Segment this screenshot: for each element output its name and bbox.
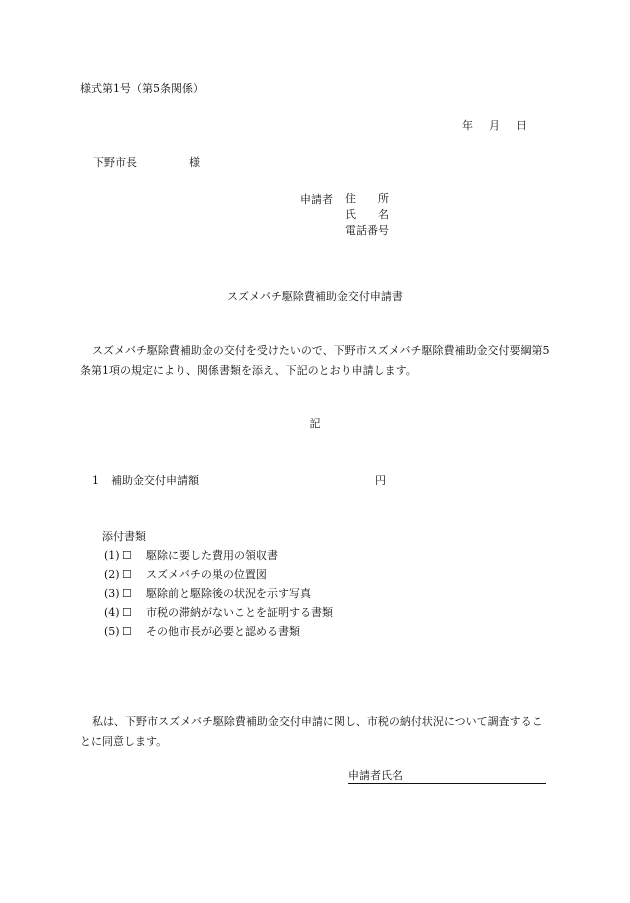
- item-text: スズメバチの巣の位置図: [146, 568, 267, 581]
- signature-field[interactable]: [348, 769, 546, 784]
- list-item: [104, 584, 333, 603]
- applicant-name-label: 氏 名: [345, 208, 389, 221]
- addressee: [93, 156, 200, 169]
- applicant-fields: [345, 193, 389, 241]
- application-statement: スズメバチ駆除費補助金の交付を受けたいので、下野市スズメバチ駆除費補助金交付要綱第5条第1項の規定により、関係書類を添え、下記のとおり申請します。: [80, 344, 550, 377]
- date-day: 日: [516, 119, 527, 132]
- item-number: (3): [104, 587, 120, 600]
- item-text: 駆除前と駆除後の状況を示す写真: [146, 587, 311, 600]
- date-month: 月: [489, 119, 500, 132]
- document-title: スズメバチ駆除費補助金交付申請書: [227, 290, 403, 303]
- applicant-phone-label: 電話番号: [345, 224, 389, 237]
- list-item: [104, 603, 333, 622]
- addressee-honorific: 様: [189, 156, 200, 169]
- list-item: [104, 622, 333, 641]
- item-number: (2): [104, 568, 120, 581]
- applicant-label: 申請者: [300, 193, 333, 206]
- date-line: [462, 119, 537, 132]
- item-text: 市税の滞納がないことを証明する書類: [146, 606, 333, 619]
- date-year: 年: [462, 119, 473, 132]
- amount-unit: 円: [375, 474, 386, 487]
- checkbox-icon[interactable]: ☐: [122, 568, 132, 581]
- item-number: (1): [104, 549, 120, 562]
- item-text: 駆除に要した費用の領収書: [146, 549, 278, 562]
- attachments-list: [104, 546, 333, 641]
- addressee-name: 下野市長: [93, 156, 137, 169]
- item-text: その他市長が必要と認める書類: [146, 625, 300, 638]
- item-number: (5): [104, 625, 120, 638]
- list-item: [104, 546, 333, 565]
- applicant-address-label: 住 所: [345, 192, 389, 205]
- amount-number: 1: [92, 474, 99, 487]
- checkbox-icon[interactable]: ☐: [122, 625, 132, 638]
- list-item: [104, 565, 333, 584]
- checkbox-icon[interactable]: ☐: [122, 606, 132, 619]
- amount-label: 補助金交付申請額: [111, 474, 199, 487]
- checkbox-icon[interactable]: ☐: [122, 549, 132, 562]
- signature-label: 申請者氏名: [348, 769, 403, 782]
- checkbox-icon[interactable]: ☐: [122, 587, 132, 600]
- ki-heading: 記: [309, 417, 321, 430]
- item-number: (4): [104, 606, 120, 619]
- consent-statement: 私は、下野市スズメバチ駆除費補助金交付申請に関し、市税の納付状況について調査することに同意します。: [80, 715, 543, 748]
- attachments-heading: 添付書類: [102, 530, 146, 543]
- form-number: 様式第1号（第5条関係）: [80, 82, 204, 95]
- amount-row: [92, 474, 199, 487]
